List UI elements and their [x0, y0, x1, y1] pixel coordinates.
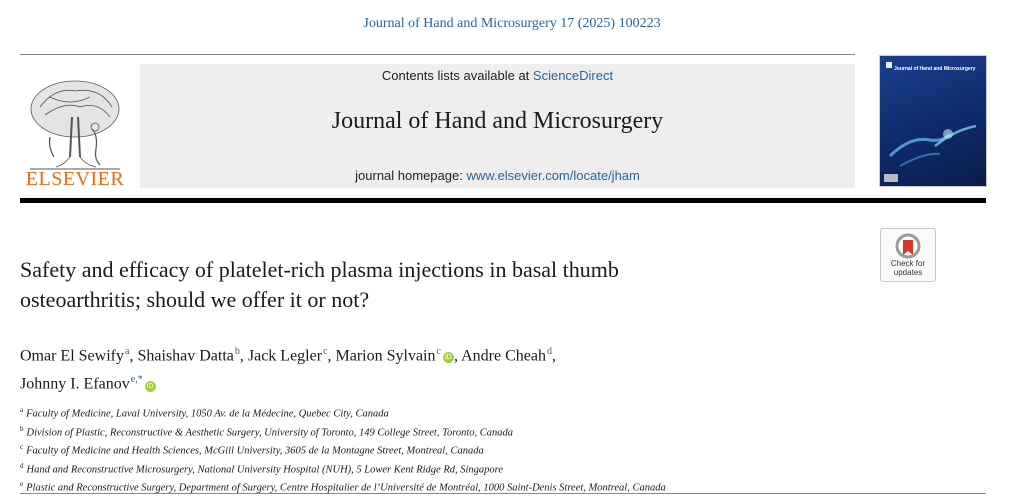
author-affiliation-sup[interactable]: a	[124, 346, 130, 357]
contents-line: Contents lists available at ScienceDirect	[381, 68, 614, 83]
journal-banner	[140, 64, 855, 188]
affiliation-item: $^d$ Hand and Reconstructive Microsurgery, National University Hospital (NUH), 5 Lower Kent Ridge Rd, Singapore	[20, 461, 504, 475]
orcid-icon[interactable]: iD	[145, 381, 156, 392]
journal-title: Journal of Hand and Microsurgery	[331, 108, 664, 134]
affiliation-item: $^b$ Division of Plastic, Reconstructive & Aesthetic Surgery, University of Toronto, 149 College Street, Toronto, Canada	[20, 424, 514, 438]
affiliation-item: $^c$ Faculty of Medicine and Health Sciences, McGill University, 3605 de la Montagne Street, Montreal, Canada	[20, 443, 484, 457]
homepage-link[interactable]: www.elsevier.com/locate/jham	[466, 168, 640, 183]
affiliation-divider	[20, 493, 986, 494]
author-affiliation-sup[interactable]: e,*	[130, 374, 143, 386]
affiliation-list	[20, 403, 920, 496]
cover-hands-art-icon	[880, 56, 986, 186]
header-divider	[20, 54, 855, 55]
cover-journal-title: Journal of Hand and Microsurgery	[894, 66, 976, 72]
author-name[interactable]: Jack Legler	[247, 347, 323, 365]
author-affiliation-sup[interactable]: b	[234, 346, 240, 357]
author-name[interactable]: Andre Cheah	[461, 347, 546, 365]
check-for-updates-label: Check for updates	[890, 259, 926, 277]
affiliation-item: $^e$ Plastic and Reconstructive Surgery, Department of Surgery, Centre Hospitalier de l’Université de Montréal, 1000 Saint-Denis Street, Montreal, Canada	[20, 480, 666, 494]
author-name[interactable]: Johnny I. Efanov	[20, 375, 130, 393]
journal-citation[interactable]: Journal of Hand and Microsurgery 17 (2025) 100223	[363, 16, 661, 31]
article-title: Safety and efficacy of platelet-rich plasma injections in basal thumb osteoarthritis; should we offer it or not?	[20, 257, 619, 312]
sciencedirect-link[interactable]: ScienceDirect	[532, 68, 614, 83]
affiliation-item: $^a$ Faculty of Medicine, Laval University, 1050 Av. de la Médecine, Quebec City, Canada	[20, 406, 389, 420]
publisher-logo-text[interactable]: ELSEVIER	[25, 168, 125, 190]
masthead-divider	[20, 198, 986, 203]
check-for-updates-badge[interactable]	[880, 228, 936, 282]
homepage-line: journal homepage: www.elsevier.com/locate/jham	[355, 168, 640, 183]
journal-cover-image[interactable]	[880, 56, 986, 186]
author-affiliation-sup[interactable]: d	[546, 346, 552, 357]
author-name[interactable]: Shaishav Datta	[137, 347, 234, 365]
author-list: Omar El Sewify$^a$, Shaishav Datta$^b$, Jack Legler$^c$, Marion Sylvain$^c$iD , Andre Cheah$^d$, Johnny I. Efanov$^{e,*}$iD	[20, 346, 556, 393]
author-name[interactable]: Omar El Sewify	[20, 347, 124, 365]
bookmark-ribbon-icon	[881, 231, 935, 261]
author-name[interactable]: Marion Sylvain	[335, 347, 436, 365]
orcid-icon[interactable]: iD	[443, 352, 454, 363]
author-affiliation-sup[interactable]: c	[323, 346, 328, 357]
author-affiliation-sup[interactable]: c	[436, 346, 441, 357]
